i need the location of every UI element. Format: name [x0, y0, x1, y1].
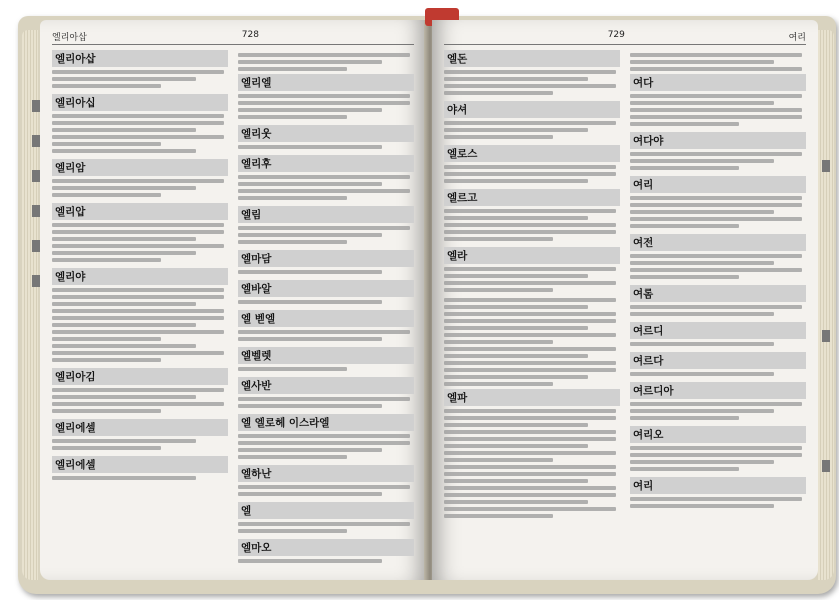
headword: 엘리아삽	[52, 50, 228, 67]
headword: 여르다	[630, 352, 806, 369]
headword: 엘리야	[52, 268, 228, 285]
headword: 야셔	[444, 101, 620, 118]
headword: 엘리에셀	[52, 419, 228, 436]
right-page	[432, 20, 818, 580]
column	[238, 50, 414, 568]
thumb-index-mark	[32, 275, 40, 287]
headword: 여리	[630, 176, 806, 193]
left-page-edges	[22, 30, 38, 580]
headword: 엘마오	[238, 539, 414, 556]
left-page-header	[52, 30, 414, 45]
headword: 엘르고	[444, 189, 620, 206]
running-head: 여리	[788, 33, 806, 43]
headword: 엘로스	[444, 145, 620, 162]
headword: 엘림	[238, 206, 414, 223]
thumb-index-mark	[822, 160, 830, 172]
thumb-index-mark	[32, 205, 40, 217]
thumb-index-mark	[32, 240, 40, 252]
headword: 엘리압	[52, 203, 228, 220]
page-number: 728	[241, 30, 259, 40]
headword: 엘리엘	[238, 74, 414, 91]
thumb-index-mark	[32, 100, 40, 112]
left-page	[40, 20, 426, 580]
headword: 엘라	[444, 247, 620, 264]
thumb-index-mark	[822, 460, 830, 472]
headword: 여르디	[630, 322, 806, 339]
headword: 여롬	[630, 285, 806, 302]
page-number: 729	[607, 30, 625, 40]
thumb-index-mark	[32, 170, 40, 182]
headword: 엘리암	[52, 159, 228, 176]
thumb-index-mark	[822, 330, 830, 342]
headword: 여다야	[630, 132, 806, 149]
headword: 엘리아십	[52, 94, 228, 111]
headword: 엘 벧엘	[238, 310, 414, 327]
headword: 여전	[630, 234, 806, 251]
headword: 여르디아	[630, 382, 806, 399]
column	[630, 50, 806, 568]
headword: 여다	[630, 74, 806, 91]
headword: 엘바알	[238, 280, 414, 297]
headword: 엘리웃	[238, 125, 414, 142]
headword: 엘하난	[238, 465, 414, 482]
headword: 엘리에셀	[52, 456, 228, 473]
right-page-edges	[818, 30, 834, 580]
headword: 엘돈	[444, 50, 620, 67]
headword: 엘벨렛	[238, 347, 414, 364]
headword: 여리	[630, 477, 806, 494]
right-page-header	[444, 30, 806, 45]
headword: 엘사반	[238, 377, 414, 394]
headword: 엘파	[444, 389, 620, 406]
headword: 엘	[238, 502, 414, 519]
column	[444, 50, 620, 568]
headword: 엘리후	[238, 155, 414, 172]
headword: 여리오	[630, 426, 806, 443]
running-head: 엘리아삽	[52, 33, 87, 43]
thumb-index-mark	[32, 135, 40, 147]
column	[52, 50, 228, 568]
headword: 엘 엘로헤 이스라엘	[238, 414, 414, 431]
headword: 엘마담	[238, 250, 414, 267]
headword: 엘리아김	[52, 368, 228, 385]
